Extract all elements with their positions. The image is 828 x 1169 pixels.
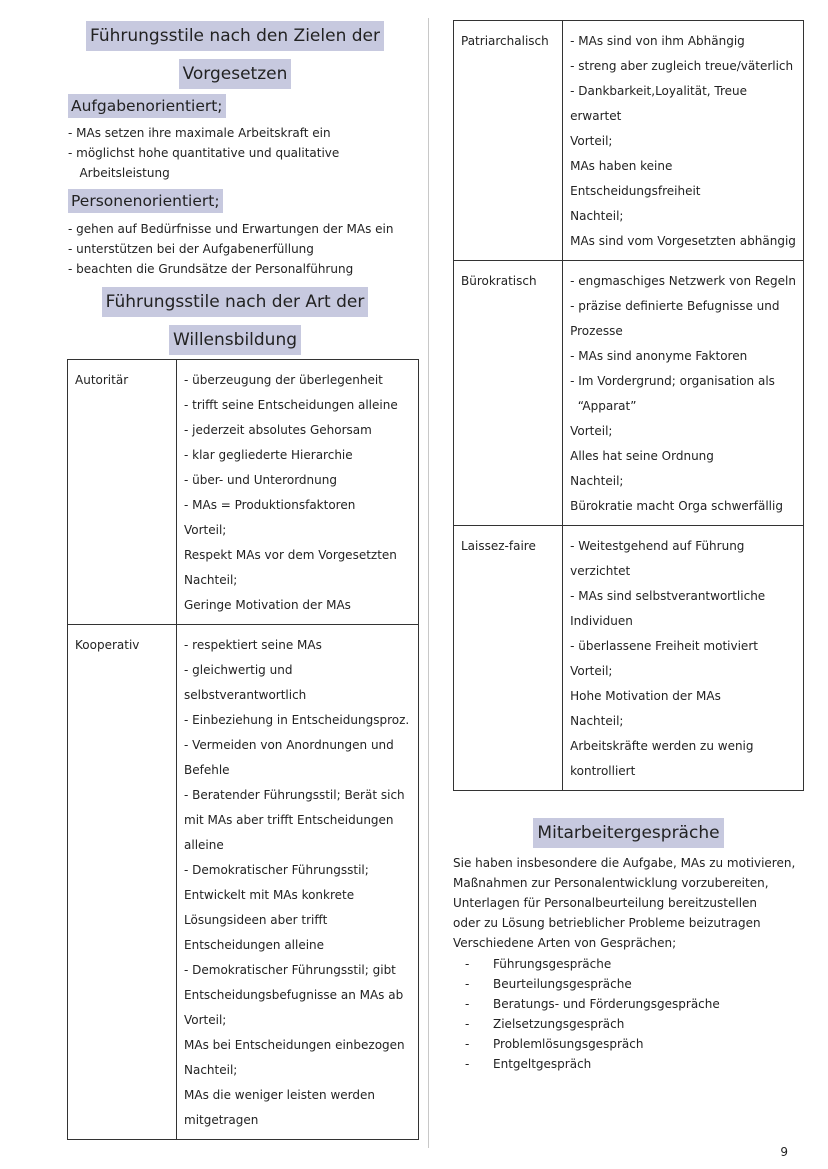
desc-line: Vorteil;: [570, 134, 613, 148]
desc-line: mit MAs aber trifft Entscheidungen: [184, 813, 394, 827]
aufgaben-list: [68, 123, 339, 183]
aufgaben-heading: Aufgabenorientiert;: [68, 94, 226, 118]
style-description: [563, 526, 804, 791]
page-number: 9: [780, 1145, 788, 1159]
section-title-goals: [0, 21, 470, 89]
desc-line: - Vermeiden von Anordnungen und: [184, 738, 394, 752]
style-description: [177, 625, 419, 1140]
desc-line: - überzeugung der überlegenheit: [184, 373, 383, 387]
section-title-will-line2: Willensbildung: [169, 325, 301, 355]
desc-line: - MAs sind anonyme Faktoren: [570, 349, 748, 363]
desc-line: - Beratender Führungsstil; Berät sich: [184, 788, 405, 802]
desc-line: Respekt MAs vor dem Vorgesetzten: [184, 548, 397, 562]
mitarbeiter-title: Mitarbeitergespräche: [533, 818, 723, 848]
desc-line: - MAs = Produktionsfaktoren: [184, 498, 356, 512]
desc-line: - gleichwertig und: [184, 663, 293, 677]
desc-line: Hohe Motivation der MAs: [570, 689, 721, 703]
desc-line: Vorteil;: [184, 523, 227, 537]
list-item: - MAs setzen ihre maximale Arbeitskraft ein: [68, 126, 331, 140]
desc-line: alleine: [184, 838, 224, 852]
list-item: - beachten die Grundsätze der Personalführung: [68, 262, 354, 276]
bullet-dash: -: [465, 957, 470, 971]
desc-line: Vorteil;: [570, 664, 613, 678]
desc-line: MAs sind vom Vorgesetzten abhängig: [570, 234, 796, 248]
desc-line: - Weitestgehend auf Führung: [570, 539, 745, 553]
bullet-dash: -: [465, 977, 470, 991]
para-line: oder zu Lösung betrieblicher Probleme beizutragen: [453, 916, 761, 930]
list-item: [453, 1034, 720, 1054]
desc-line: Vorteil;: [184, 1013, 227, 1027]
desc-line: - Demokratischer Führungsstil;: [184, 863, 369, 877]
desc-line: - klar gegliederte Hierarchie: [184, 448, 353, 462]
desc-line: - respektiert seine MAs: [184, 638, 322, 652]
desc-line: - über- und Unterordnung: [184, 473, 337, 487]
desc-line: - Im Vordergrund; organisation als: [570, 374, 775, 388]
personen-heading: Personenorientiert;: [68, 189, 223, 213]
desc-line: - überlassene Freiheit motiviert: [570, 639, 758, 653]
list-item: [453, 1014, 720, 1034]
gespraeche-list: [453, 954, 720, 1074]
desc-line: - Dankbarkeit,Loyalität, Treue: [570, 84, 748, 98]
style-description: [563, 261, 804, 526]
desc-line: Nachteil;: [184, 573, 238, 587]
desc-line: MAs bei Entscheidungen einbezogen: [184, 1038, 405, 1052]
section-title-goals-line2: Vorgesetzen: [179, 59, 292, 89]
list-item-text: Problemlösungsgespräch: [493, 1037, 644, 1051]
table-row: [454, 526, 804, 791]
desc-line: erwartet: [570, 109, 622, 123]
desc-line: Prozesse: [570, 324, 623, 338]
table-row: [454, 261, 804, 526]
style-name: Kooperativ: [68, 625, 177, 1140]
desc-line: - streng aber zugleich treue/väterlich: [570, 59, 794, 73]
mitarbeiter-title-wrap: [453, 818, 804, 848]
desc-line: Individuen: [570, 614, 633, 628]
table-row: [68, 360, 419, 625]
personen-list: [68, 219, 393, 279]
style-name: Bürokratisch: [454, 261, 563, 526]
desc-line: MAs haben keine: [570, 159, 673, 173]
desc-line: - MAs sind selbstverantwortliche: [570, 589, 766, 603]
bullet-dash: -: [465, 1037, 470, 1051]
list-item-text: Führungsgespräche: [493, 957, 612, 971]
desc-line: - Einbeziehung in Entscheidungsproz.: [184, 713, 410, 727]
desc-line: Nachteil;: [570, 714, 624, 728]
desc-line: Entscheidungsbefugnisse an MAs ab: [184, 988, 404, 1002]
bullet-dash: -: [465, 997, 470, 1011]
desc-line: - Demokratischer Führungsstil; gibt: [184, 963, 396, 977]
desc-line: MAs die weniger leisten werden: [184, 1088, 375, 1102]
desc-line: Geringe Motivation der MAs: [184, 598, 351, 612]
desc-line: - trifft seine Entscheidungen alleine: [184, 398, 398, 412]
section-title-will: [0, 287, 470, 355]
list-item: [453, 1054, 720, 1074]
para-line: Sie haben insbesondere die Aufgabe, MAs zu motivieren,: [453, 856, 796, 870]
list-item: [453, 974, 720, 994]
desc-line: Entwickelt mit MAs konkrete: [184, 888, 355, 902]
list-item-text: Beurteilungsgespräche: [493, 977, 632, 991]
list-item: Arbeitsleistung: [68, 166, 170, 180]
desc-line: - MAs sind von ihm Abhängig: [570, 34, 745, 48]
para-line: Maßnahmen zur Personalentwicklung vorzubereiten,: [453, 876, 769, 890]
desc-line: Nachteil;: [570, 474, 624, 488]
style-description: [563, 21, 804, 261]
bullet-dash: -: [465, 1057, 470, 1071]
bullet-dash: -: [465, 1017, 470, 1031]
list-item: - möglichst hohe quantitative und qualitative: [68, 146, 340, 160]
list-item-text: Entgeltgespräch: [493, 1057, 592, 1071]
column-divider: [428, 18, 429, 1148]
desc-line: selbstverantwortlich: [184, 688, 307, 702]
list-item: - gehen auf Bedürfnisse und Erwartungen der MAs ein: [68, 222, 394, 236]
desc-line: Entscheidungsfreiheit: [570, 184, 701, 198]
desc-line: “Apparat”: [570, 399, 637, 413]
willensbildung-table: [67, 359, 419, 1140]
aufgaben-heading-wrap: [68, 94, 226, 118]
desc-line: verzichtet: [570, 564, 631, 578]
personen-heading-wrap: [68, 189, 223, 213]
mitarbeiter-paragraph: [453, 853, 828, 953]
style-description: [177, 360, 419, 625]
style-name: Laissez-faire: [454, 526, 563, 791]
fuehrungsstile-table: [453, 20, 804, 791]
desc-line: mitgetragen: [184, 1113, 259, 1127]
para-line: Verschiedene Arten von Gesprächen;: [453, 936, 677, 950]
list-item-text: Beratungs- und Förderungsgespräche: [493, 997, 720, 1011]
section-title-will-line1: Führungsstile nach der Art der: [102, 287, 369, 317]
desc-line: Alles hat seine Ordnung: [570, 449, 714, 463]
desc-line: Vorteil;: [570, 424, 613, 438]
desc-line: Befehle: [184, 763, 230, 777]
desc-line: Lösungsideen aber trifft: [184, 913, 328, 927]
desc-line: Arbeitskräfte werden zu wenig: [570, 739, 754, 753]
desc-line: kontrolliert: [570, 764, 636, 778]
table-row: [68, 625, 419, 1140]
style-name: Patriarchalisch: [454, 21, 563, 261]
style-name: Autoritär: [68, 360, 177, 625]
table-row: [454, 21, 804, 261]
desc-line: - engmaschiges Netzwerk von Regeln: [570, 274, 796, 288]
desc-line: Nachteil;: [184, 1063, 238, 1077]
list-item: [453, 954, 720, 974]
desc-line: Entscheidungen alleine: [184, 938, 325, 952]
section-title-goals-line1: Führungsstile nach den Zielen der: [86, 21, 384, 51]
para-line: Unterlagen für Personalbeurteilung bereitzustellen: [453, 896, 758, 910]
desc-line: Nachteil;: [570, 209, 624, 223]
list-item-text: Zielsetzungsgespräch: [493, 1017, 625, 1031]
list-item: [453, 994, 720, 1014]
desc-line: - jederzeit absolutes Gehorsam: [184, 423, 372, 437]
desc-line: Bürokratie macht Orga schwerfällig: [570, 499, 783, 513]
desc-line: - präzise definierte Befugnisse und: [570, 299, 780, 313]
list-item: - unterstützen bei der Aufgabenerfüllung: [68, 242, 314, 256]
